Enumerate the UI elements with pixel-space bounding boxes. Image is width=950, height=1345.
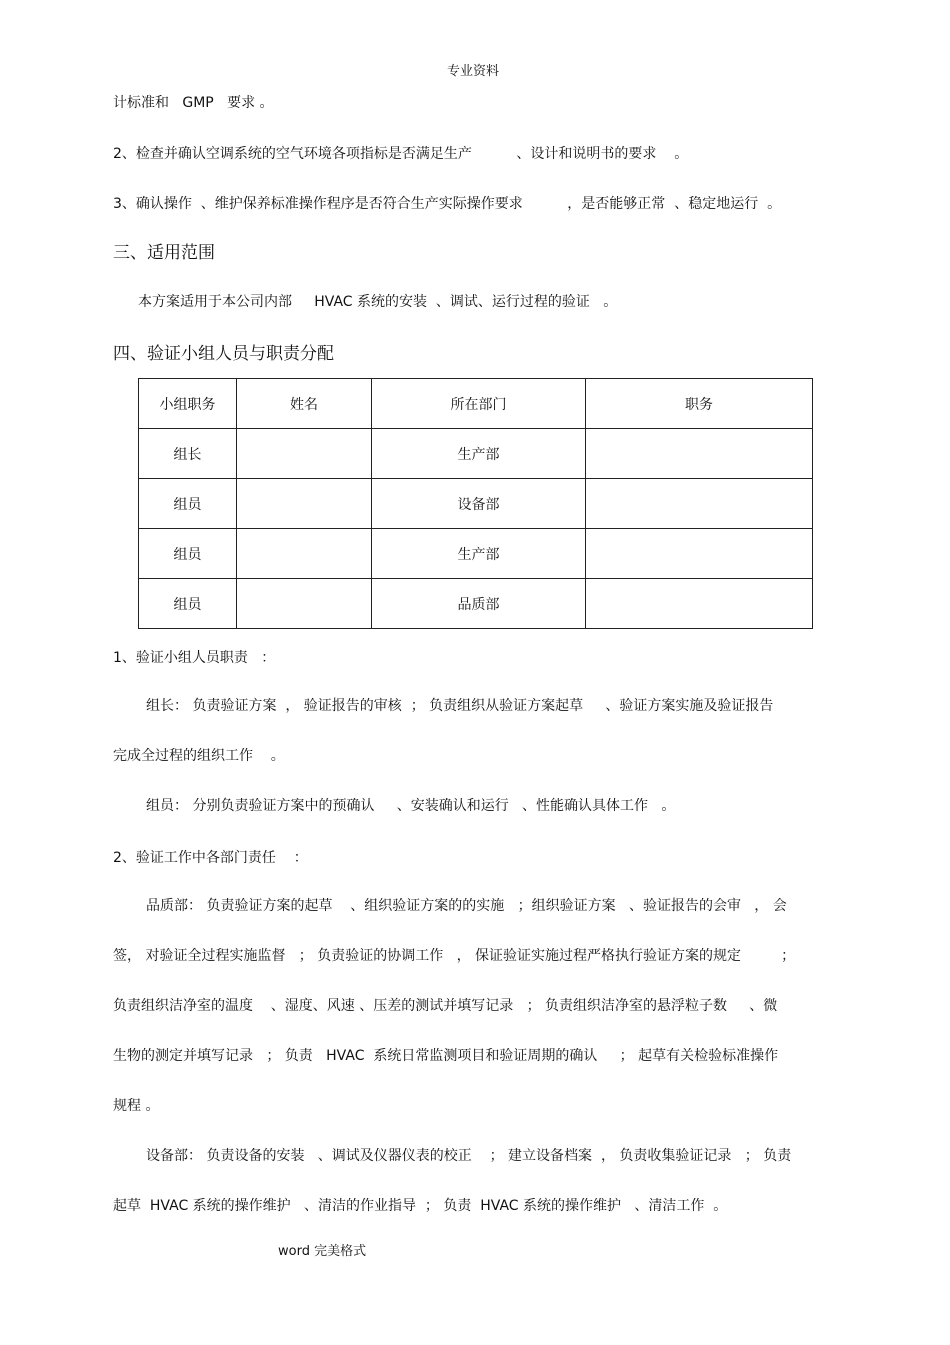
page-header: 专业资料: [447, 64, 500, 79]
table-cell: 设备部: [372, 479, 586, 529]
text-line: 组长： 负责验证方案 ， 验证报告的审核 ； 负责组织从验证方案起草 、验证方案实施及验证报告: [146, 698, 774, 714]
table-cell: [237, 529, 372, 579]
table-cell: 组员: [139, 479, 237, 529]
text-line: 完成全过程的组织工作 。: [113, 748, 285, 764]
text-line: 1、验证小组人员职责 ：: [113, 650, 276, 666]
table-cell: 组长: [139, 429, 237, 479]
table-cell: 品质部: [372, 579, 586, 629]
section-heading: 四、验证小组人员与职责分配: [113, 344, 334, 364]
table-cell: [586, 479, 813, 529]
table-header-cell: 姓名: [237, 379, 372, 429]
table-row: [139, 429, 813, 479]
table-cell: [586, 429, 813, 479]
table-cell: [237, 479, 372, 529]
text-line: 签， 对验证全过程实施监督 ； 负责验证的协调工作 ， 保证验证实施过程严格执行验证方案的规定 ；: [113, 948, 796, 964]
table-cell: [586, 579, 813, 629]
text-line: 负责组织洁净室的温度 、湿度、风速 、压差的测试并填写记录 ； 负责组织洁净室的悬浮粒子数 、微: [113, 998, 778, 1014]
table-header-row: [139, 379, 813, 429]
text-line: 生物的测定并填写记录 ； 负责 HVAC 系统日常监测项目和验证周期的确认 ； 起草有关检验标准操作: [113, 1048, 779, 1064]
table-cell: 生产部: [372, 529, 586, 579]
table-header-cell: 职务: [586, 379, 813, 429]
table-cell: [237, 429, 372, 479]
text-line: 本方案适用于本公司内部 HVAC 系统的安装 、调试、运行过程的验证 。: [138, 294, 618, 310]
page-footer: word 完美格式: [278, 1244, 367, 1259]
table-row: [139, 579, 813, 629]
text-line: 设备部： 负责设备的安装 、调试及仪器仪表的校正 ； 建立设备档案 ， 负责收集验证记录 ； 负责: [146, 1148, 792, 1164]
table-row: [139, 479, 813, 529]
table-cell: 生产部: [372, 429, 586, 479]
table-cell: [586, 529, 813, 579]
table-cell: 组员: [139, 529, 237, 579]
table-header-cell: 小组职务: [139, 379, 237, 429]
section-heading: 三、适用范围: [113, 243, 215, 263]
text-line: 规程 。: [113, 1098, 160, 1114]
table-row: [139, 529, 813, 579]
text-line: 起草 HVAC 系统的操作维护 、清洁的作业指导 ； 负责 HVAC 系统的操作维护 、清洁工作 。: [113, 1198, 728, 1214]
text-line: 3、确认操作 、维护保养标准操作程序是否符合生产实际操作要求 ，是否能够正常 、稳定地运行 。: [113, 196, 782, 212]
text-line: 组员： 分别负责验证方案中的预确认 、安装确认和运行 、性能确认具体工作 。: [146, 798, 676, 814]
table-cell: 组员: [139, 579, 237, 629]
text-line: 2、验证工作中各部门责任 ：: [113, 850, 308, 866]
text-line: 品质部： 负责验证方案的起草 、组织验证方案的的实施 ；组织验证方案 、验证报告的会审 ， 会: [146, 898, 787, 914]
text-line: 计标准和 GMP 要求 。: [113, 95, 274, 111]
table-cell: [237, 579, 372, 629]
table-header-cell: 所在部门: [372, 379, 586, 429]
team-table: [138, 378, 813, 629]
text-line: 2、检查并确认空调系统的空气环境各项指标是否满足生产 、设计和说明书的要求 。: [113, 146, 689, 162]
